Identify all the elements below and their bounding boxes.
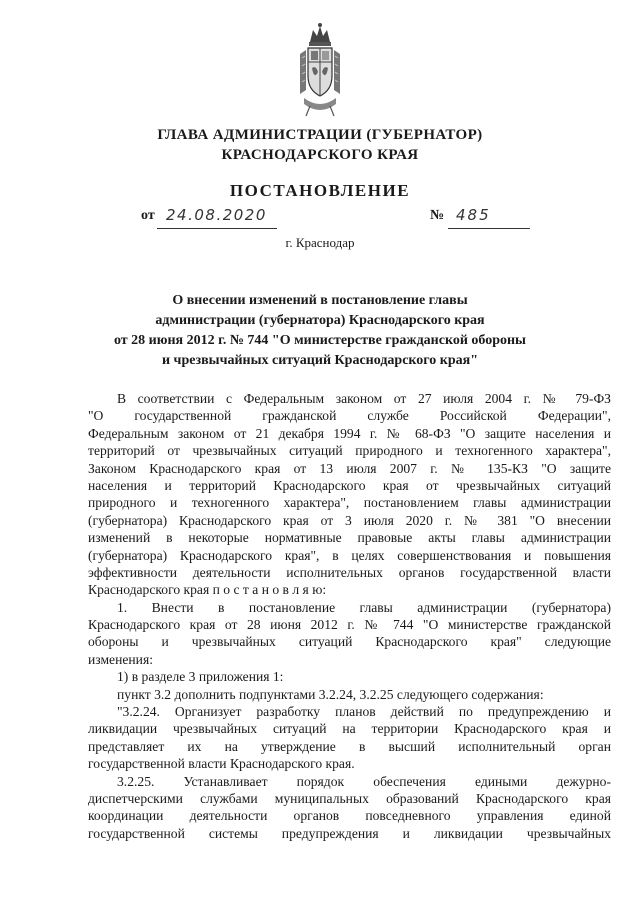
body-text-line: изменения: xyxy=(88,651,153,667)
date-value: 24.08.2020 xyxy=(166,206,267,224)
coat-of-arms-icon xyxy=(296,20,344,118)
body-text-line: Краснодарского края от 28 июня 2012 г. № 744 "О министерстве гражданской xyxy=(88,617,611,633)
date-label: от xyxy=(141,208,155,223)
body-text-line: эффективности деятельности исполнительных органов государственной власти xyxy=(88,564,611,580)
body-text-line: (губернатора) Краснодарского края", в целях совершенствования и повышения xyxy=(88,547,611,563)
body-text-line: Краснодарского края п о с т а н о в л я ю: xyxy=(88,582,327,598)
body-text-line: ликвидации чрезвычайных ситуаций на территории Краснодарского края и xyxy=(88,721,611,737)
city-name: г. Краснодар xyxy=(285,235,355,250)
number-underline xyxy=(448,228,530,229)
title-line: О внесении изменений в постановление главы xyxy=(172,293,468,308)
number-value: 485 xyxy=(456,206,491,224)
body-text-line: диспетчерскими службами муниципальных образований Краснодарского края xyxy=(88,790,611,806)
body-text-line: населения и территорий Краснодарского края от чрезвычайных ситуаций xyxy=(88,477,611,493)
body-text-line: изменений в некоторые нормативные правовые акты главы администрации xyxy=(88,530,611,546)
body-text-line: обороны и чрезвычайных ситуаций Краснодарского края" следующие xyxy=(88,634,611,650)
body-text-line: Федеральным законом от 21 декабря 1994 г. № 68-ФЗ "О защите населения и xyxy=(88,425,611,441)
body-text-line: 1. Внести в постановление главы администрации (губернатора) xyxy=(117,599,611,615)
document-type: ПОСТАНОВЛЕНИЕ xyxy=(229,181,411,200)
body-text-line: 1) в разделе 3 приложения 1: xyxy=(117,669,284,685)
body-text-line: "О государственной гражданской службе Российской Федерации", xyxy=(88,408,611,424)
body-text-line: 3.2.25. Устанавливает порядок обеспечения едиными дежурно- xyxy=(117,773,611,789)
date-underline xyxy=(157,228,277,229)
authority-title-line1: ГЛАВА АДМИНИСТРАЦИИ (ГУБЕРНАТОР) xyxy=(157,127,483,143)
number-label: № xyxy=(430,208,445,223)
body-text-line: государственной власти Краснодарского края. xyxy=(88,756,355,772)
body-text-line: государственной системы предупреждения и ликвидации чрезвычайных xyxy=(88,825,611,841)
body-text-line: (губернатора) Краснодарского края от 3 июля 2020 г. № 381 "О внесении xyxy=(88,512,611,528)
document-body xyxy=(88,390,611,842)
title-line: администрации (губернатора) Краснодарского края xyxy=(155,313,485,328)
body-text-line: Законом Краснодарского края от 13 июля 2007 г. № 135-КЗ "О защите xyxy=(88,460,611,476)
body-text-line: пункт 3.2 дополнить подпунктами 3.2.24, 3.2.25 следующего содержания: xyxy=(117,686,544,702)
title-line: от 28 июня 2012 г. № 744 "О министерстве гражданской обороны xyxy=(113,333,526,348)
body-text-line: "3.2.24. Организует разработку планов действий по предупреждению и xyxy=(117,704,611,720)
body-text-line: В соответствии с Федеральным законом от 27 июля 2004 г. № 79-ФЗ xyxy=(117,391,611,406)
title-line: и чрезвычайных ситуаций Краснодарского края" xyxy=(161,353,478,368)
document-title xyxy=(90,291,550,371)
authority-title-line2: КРАСНОДАРСКОГО КРАЯ xyxy=(221,147,419,163)
body-text-line: природного и техногенного характера", постановлением главы администрации xyxy=(88,495,611,511)
body-text-line: координации деятельности органов повседневного управления единой xyxy=(88,808,611,824)
body-text-line: территорий от чрезвычайных ситуаций природного и техногенного характера", xyxy=(88,443,611,459)
body-text-line: представляет их на утверждение в высший исполнительный орган xyxy=(88,738,611,754)
